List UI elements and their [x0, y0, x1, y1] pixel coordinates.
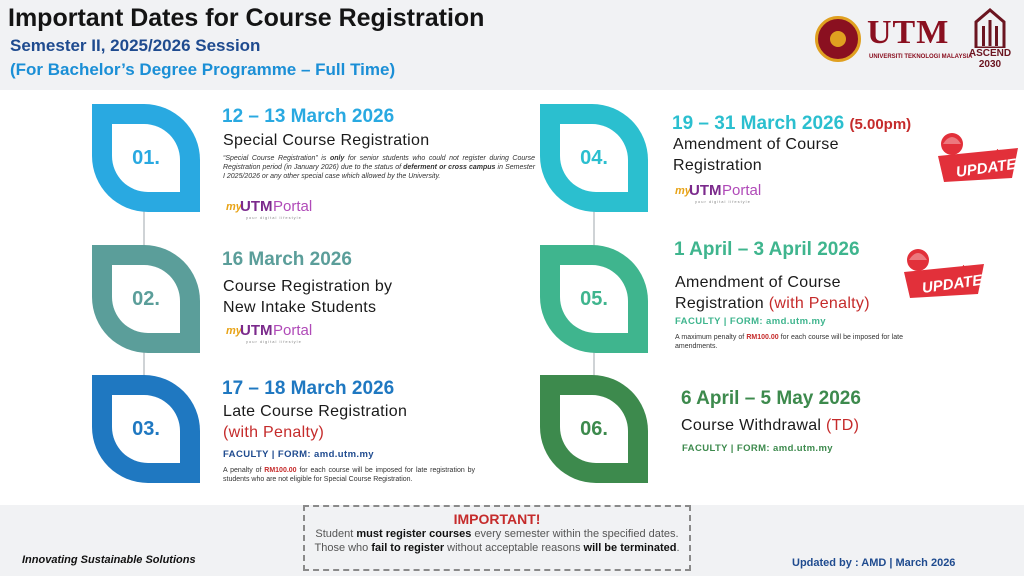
- utm-logo: [815, 14, 973, 70]
- step-badge-02: [92, 245, 200, 353]
- step-title: Course Registration by New Intake Students: [223, 278, 393, 316]
- faculty-form-link[interactable]: FACULTY | FORM: amd.utm.my: [675, 316, 826, 327]
- step-badge-05: [540, 245, 648, 353]
- faculty-form-link[interactable]: FACULTY | FORM: amd.utm.my: [223, 449, 374, 460]
- svg-text:UPDATE: UPDATE: [920, 271, 984, 297]
- footer-tagline: Innovating Sustainable Solutions: [22, 554, 196, 566]
- step-date: 16 March 2026: [222, 249, 352, 270]
- step-badge-06: [540, 375, 648, 483]
- programme-subtitle: (For Bachelor’s Degree Programme – Full Time): [10, 60, 396, 79]
- step-note: A maximum penalty of RM100.00 for each course will be imposed for late amendments.: [675, 334, 903, 350]
- step-badge-01: [92, 104, 200, 212]
- new-update-sticker: [930, 126, 1020, 184]
- step-number: 04.: [580, 146, 608, 169]
- important-notice: [303, 505, 691, 571]
- step-date: 1 April – 3 April 2026: [674, 239, 860, 260]
- important-body: Student must register courses every semester within the specified dates. Those who fail to register without acceptable reasons will be terminated.: [314, 528, 680, 554]
- myutm-portal-logo: my UTM Portal your digital lifestyle: [226, 198, 313, 220]
- step-title: Amendment of Course Registration (with Penalty): [675, 274, 870, 312]
- step-number: 01.: [132, 146, 160, 169]
- step-note: A penalty of RM100.00 for each course will be imposed for late registration by students who are not eligible for Special Course Registration.: [223, 467, 475, 483]
- important-title: IMPORTANT!: [453, 511, 541, 527]
- myutm-portal-logo: my UTM Portal your digital lifestyle: [226, 322, 313, 344]
- faculty-form-link[interactable]: FACULTY | FORM: amd.utm.my: [682, 443, 833, 454]
- svg-text:UPDATE: UPDATE: [954, 155, 1018, 181]
- ascend-building-icon: [972, 8, 1008, 48]
- step-date: 6 April – 5 May 2026: [681, 388, 861, 409]
- step-number: 03.: [132, 417, 160, 440]
- step-number: 05.: [580, 287, 608, 310]
- utm-seal-icon: [815, 16, 861, 62]
- step-number: 06.: [580, 417, 608, 440]
- session-subtitle: Semester II, 2025/2026 Session: [10, 36, 261, 55]
- step-note: “Special Course Registration” is only for senior students who could not register during Course Registration period (in January 2026) due to the status of deferment or cross campus in Semester I 2025/2026 or any other special case which allowed by the University.: [223, 155, 536, 180]
- svg-text:NEW: NEW: [961, 265, 977, 275]
- step-date: 17 – 18 March 2026: [222, 378, 395, 399]
- utm-logo-subtext: UNIVERSITI TEKNOLOGI MALAYSIA: [869, 54, 973, 60]
- ascend-2030-logo: [960, 8, 1020, 78]
- ascend-text: ASCEND: [968, 48, 1012, 59]
- step-title: Amendment of Course Registration: [673, 136, 839, 174]
- ascend-year: 2030: [978, 59, 1002, 70]
- step-badge-04: [540, 104, 648, 212]
- myutm-portal-logo: my UTM Portal your digital lifestyle: [675, 182, 762, 204]
- step-date: 19 – 31 March 2026 (5.00pm): [672, 113, 912, 134]
- new-update-sticker: [896, 242, 986, 300]
- step-title: Course Withdrawal (TD): [681, 417, 860, 434]
- step-badge-03: [92, 375, 200, 483]
- page-title: Important Dates for Course Registration: [8, 4, 485, 32]
- step-date: 12 – 13 March 2026: [222, 106, 395, 127]
- utm-logo-text: UTM: [867, 14, 950, 51]
- step-title: Special Course Registration: [223, 132, 430, 149]
- step-number: 02.: [132, 287, 160, 310]
- updated-by: Updated by : AMD | March 2026: [792, 557, 956, 569]
- svg-text:NEW: NEW: [995, 149, 1011, 159]
- step-title: Late Course Registration (with Penalty): [223, 403, 408, 441]
